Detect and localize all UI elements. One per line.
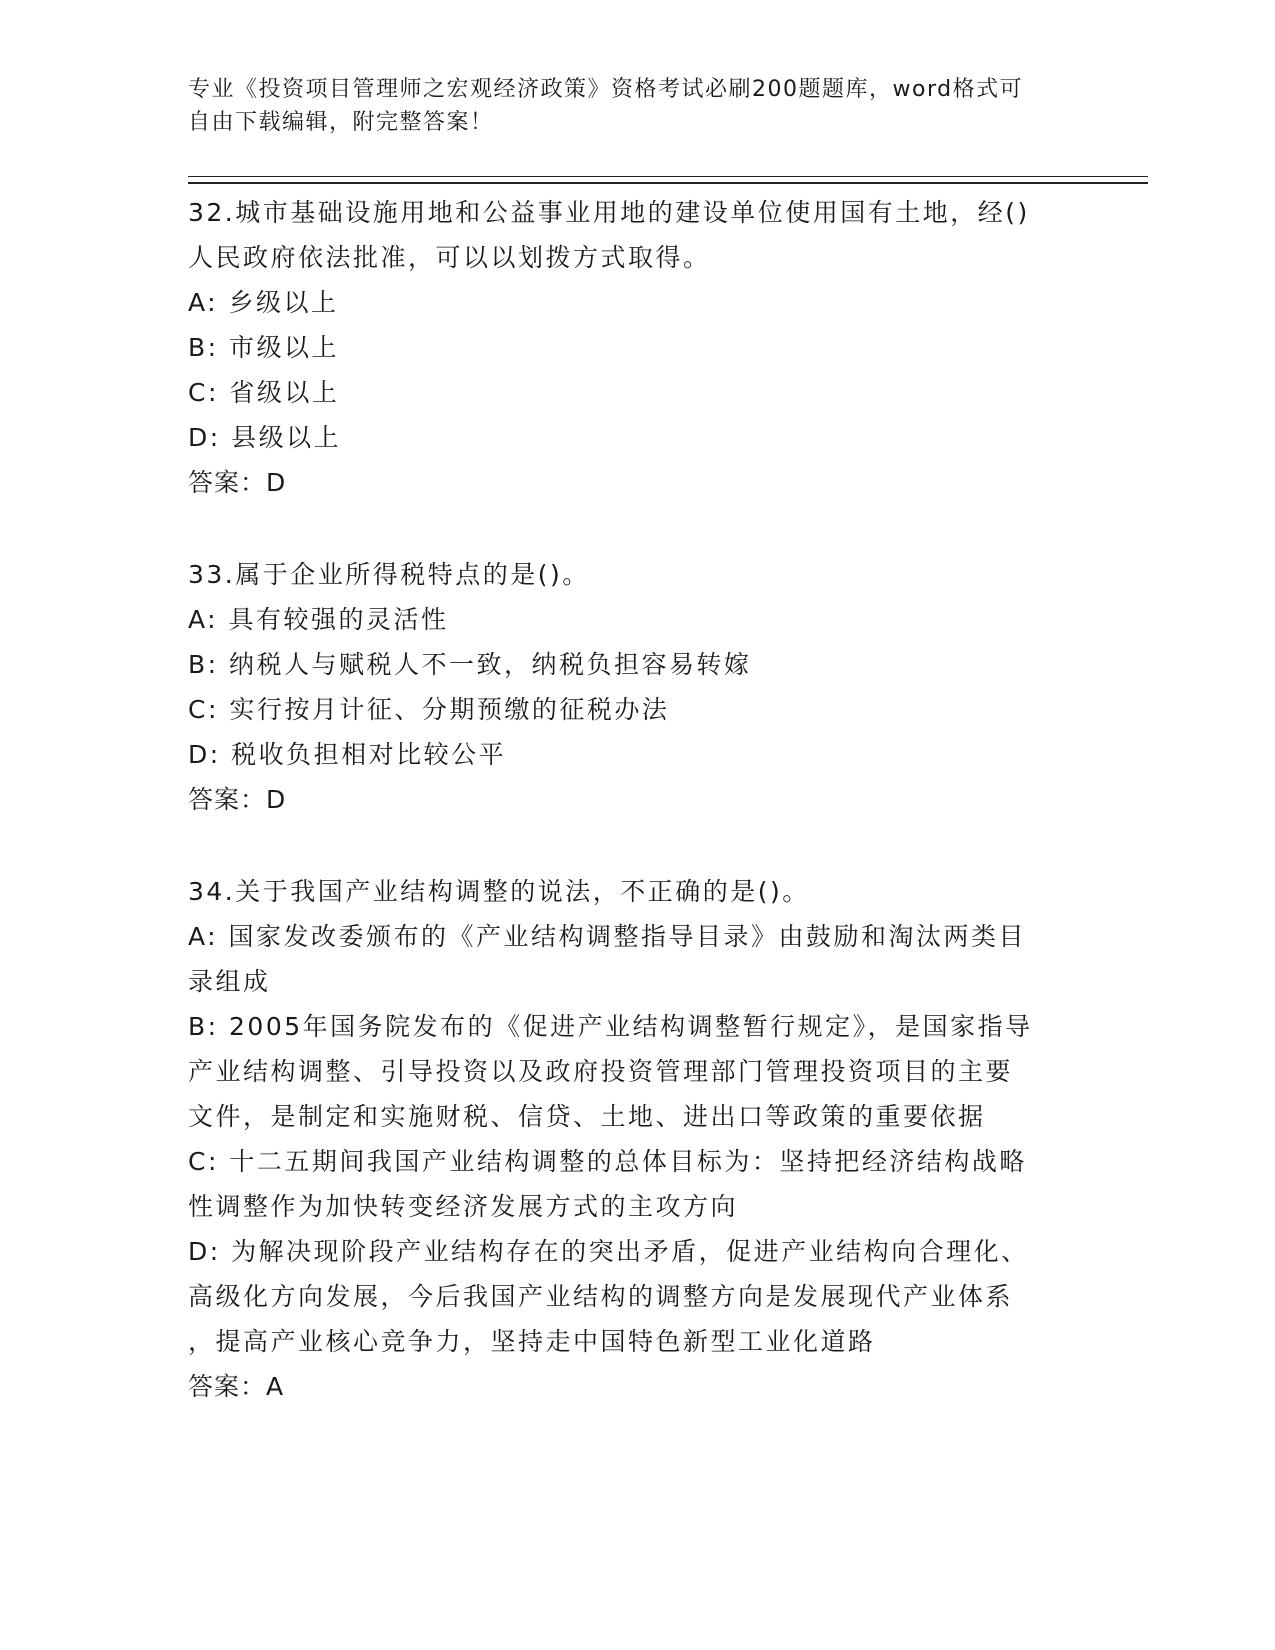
question-34 bbox=[188, 869, 1108, 1409]
option-a: A: 国家发改委颁布的《产业结构调整指导目录》由鼓励和淘汰两类目 bbox=[188, 922, 1027, 951]
option-c: C: 实行按月计征、分期预缴的征税办法 bbox=[188, 695, 670, 724]
answer: 答案：D bbox=[188, 468, 287, 497]
option-c: 性调整作为加快转变经济发展方式的主攻方向 bbox=[188, 1192, 739, 1221]
option-d: 高级化方向发展，今后我国产业结构的调整方向是发展现代产业体系 bbox=[188, 1282, 1014, 1311]
question-stem: 33.属于企业所得税特点的是()。 bbox=[188, 560, 590, 589]
option-c: C: 十二五期间我国产业结构调整的总体目标为：坚持把经济结构战略 bbox=[188, 1147, 1027, 1176]
answer: 答案：D bbox=[188, 785, 287, 814]
answer: 答案：A bbox=[188, 1372, 285, 1401]
header-divider-thick bbox=[188, 182, 1148, 184]
header-divider-thin bbox=[188, 176, 1148, 177]
header-line: 自由下载编辑，附完整答案！ bbox=[188, 110, 494, 135]
option-d: D: 为解决现阶段产业结构存在的突出矛盾，促进产业结构向合理化、 bbox=[188, 1237, 1029, 1266]
question-33 bbox=[188, 552, 1108, 822]
option-d: D: 县级以上 bbox=[188, 423, 342, 452]
option-d: D: 税收负担相对比较公平 bbox=[188, 740, 507, 769]
option-b: B: 2005年国务院发布的《促进产业结构调整暂行规定》，是国家指导 bbox=[188, 1012, 1033, 1041]
question-stem: 32.城市基础设施用地和公益事业用地的建设单位使用国有土地，经() bbox=[188, 198, 1030, 227]
option-a: 录组成 bbox=[188, 967, 271, 996]
option-a: A: 乡级以上 bbox=[188, 288, 339, 317]
option-c: C: 省级以上 bbox=[188, 378, 340, 407]
question-stem: 人民政府依法批准，可以以划拨方式取得。 bbox=[188, 243, 711, 272]
question-32 bbox=[188, 190, 1108, 505]
option-b: B: 纳税人与赋税人不一致，纳税负担容易转嫁 bbox=[188, 650, 752, 679]
header-line: 专业《投资项目管理师之宏观经济政策》资格考试必刷200题题库，word格式可 bbox=[188, 77, 1024, 102]
document-header bbox=[188, 73, 1088, 139]
option-b: 产业结构调整、引导投资以及政府投资管理部门管理投资项目的主要 bbox=[188, 1057, 1014, 1086]
option-b: B: 市级以上 bbox=[188, 333, 340, 362]
option-a: A: 具有较强的灵活性 bbox=[188, 605, 449, 634]
option-b: 文件，是制定和实施财税、信贷、土地、进出口等政策的重要依据 bbox=[188, 1102, 986, 1131]
question-stem: 34.关于我国产业结构调整的说法，不正确的是()。 bbox=[188, 877, 810, 906]
question-list bbox=[188, 190, 1108, 1456]
option-d: ，提高产业核心竞争力，坚持走中国特色新型工业化道路 bbox=[188, 1327, 876, 1356]
